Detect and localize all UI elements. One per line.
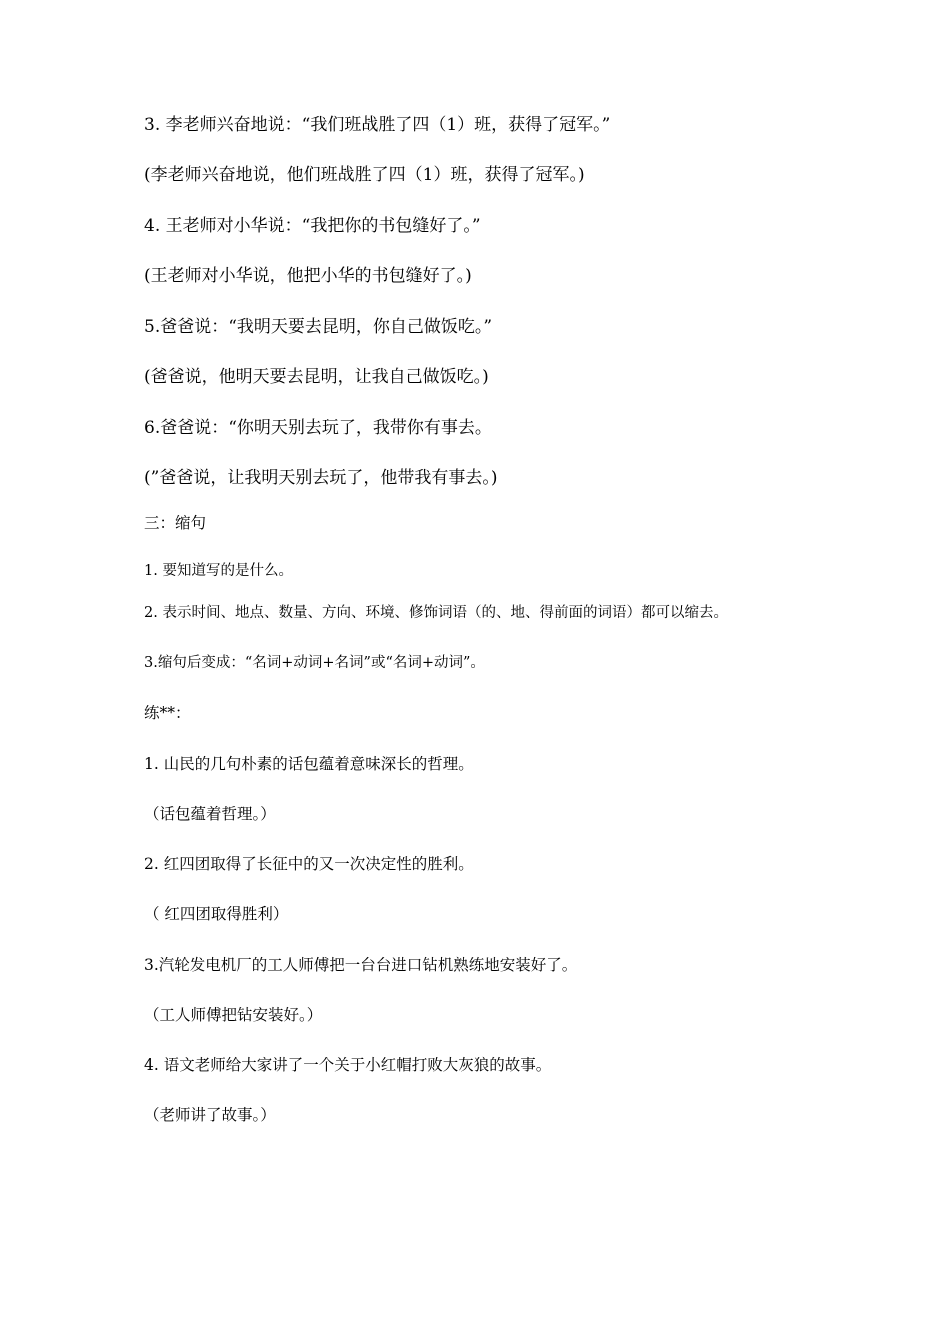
text-line-18: 3.汽轮发电机厂的工人师傅把一台台进口钻机熟练地安装好了。 bbox=[144, 956, 578, 974]
text-line-21: （老师讲了故事。） bbox=[144, 1106, 276, 1124]
text-line-15: （话包蕴着哲理。） bbox=[144, 805, 276, 823]
text-line-16: 2. 红四团取得了长征中的又一次决定性的胜利。 bbox=[144, 855, 474, 873]
text-line-7: 6.爸爸说：“你明天别去玩了，我带你有事去。 bbox=[144, 418, 492, 438]
section-heading: 三：缩句 bbox=[144, 514, 207, 532]
text-line-4: (王老师对小华说，他把小华的书包缝好了。) bbox=[144, 266, 472, 286]
text-line-8: (”爸爸说，让我明天别去玩了，他带我有事去。) bbox=[144, 468, 498, 488]
practice-heading: 练**： bbox=[144, 704, 191, 722]
text-line-10: 1. 要知道写的是什么。 bbox=[144, 563, 293, 579]
text-line-14: 1. 山民的几句朴素的话包蕴着意味深长的哲理。 bbox=[144, 755, 474, 773]
text-line-17: （ 红四团取得胜利） bbox=[144, 905, 289, 923]
text-line-6: (爸爸说，他明天要去昆明，让我自己做饭吃。) bbox=[144, 367, 489, 387]
text-line-19: （工人师傅把钻安装好。） bbox=[144, 1006, 323, 1024]
text-line-11: 2. 表示时间、地点、数量、方向、环境、修饰词语（的、地、得前面的词语）都可以缩去。 bbox=[144, 605, 728, 621]
text-line-5: 5.爸爸说：“我明天要去昆明，你自己做饭吃。” bbox=[144, 317, 493, 337]
text-line-20: 4. 语文老师给大家讲了一个关于小红帽打败大灰狼的故事。 bbox=[144, 1056, 552, 1074]
text-line-12: 3.缩句后变成：“名词+动词+名词”或“名词+动词”。 bbox=[144, 655, 485, 671]
text-line-2: (李老师兴奋地说，他们班战胜了四（1）班，获得了冠军。) bbox=[144, 165, 585, 185]
text-line-1: 3. 李老师兴奋地说：“我们班战胜了四（1）班，获得了冠军。” bbox=[144, 115, 611, 135]
text-line-3: 4. 王老师对小华说：“我把你的书包缝好了。” bbox=[144, 216, 481, 236]
